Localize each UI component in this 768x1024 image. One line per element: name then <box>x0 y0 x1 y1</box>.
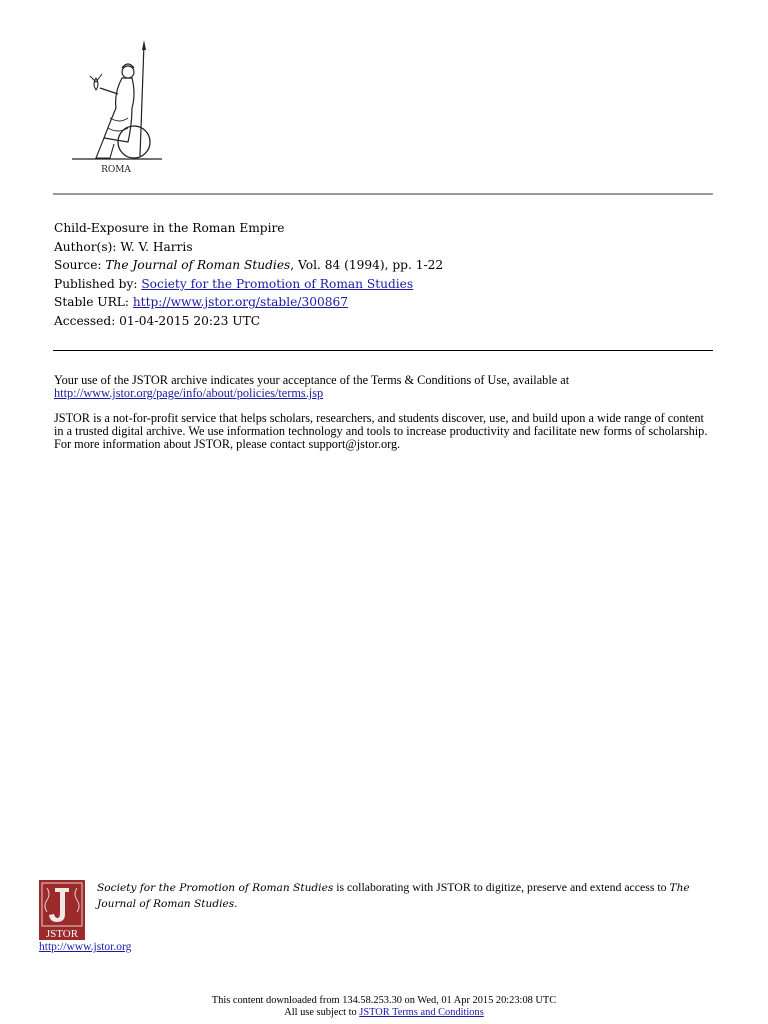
article-metadata <box>54 219 443 331</box>
source-line <box>54 256 443 275</box>
terms-text: Your use of the JSTOR archive indicates your acceptance of the Terms & Conditions of Use, available at <box>54 373 570 387</box>
collaboration-statement <box>97 880 707 912</box>
download-info: This content downloaded from 134.58.253.30 on Wed, 01 Apr 2015 20:23:08 UTC <box>211 995 557 1006</box>
society-name: Society for the Promotion of Roman Studies <box>97 882 334 894</box>
stable-url-label: Stable URL: <box>54 295 129 310</box>
source-journal: The Journal of Roman Studies <box>105 258 291 273</box>
journal-name-part-1: The <box>669 882 690 894</box>
jstor-info-paragraph <box>54 412 724 452</box>
jstor-info-line-1: JSTOR is a not-for-profit service that helps scholars, researchers, and students discover, use, and build upon a wide range of content <box>54 410 704 425</box>
jstor-info-line-2: in a trusted digital archive. We use information technology and tools to increase productivity and facilitate new forms of scholarship. <box>54 423 708 438</box>
jstor-logo <box>39 880 85 940</box>
stable-url-link[interactable]: http://www.jstor.org/stable/300867 <box>132 295 348 310</box>
jstor-info-line-3: For more information about JSTOR, please contact support@jstor.org. <box>54 437 401 452</box>
terms-footer-link[interactable]: JSTOR Terms and Conditions <box>359 1006 484 1018</box>
author-line <box>54 238 443 257</box>
article-title: Child-Exposure in the Roman Empire <box>54 221 285 235</box>
roma-seal-logo <box>70 38 162 176</box>
publisher-label: Published by: <box>54 276 138 291</box>
middle-divider <box>53 350 713 351</box>
author-name: W. V. Harris <box>120 239 193 254</box>
collaboration-text: is collaborating with JSTOR to digitize, preserve and extend access to <box>333 880 670 894</box>
terms-paragraph <box>54 374 724 401</box>
source-details: , Vol. 84 (1994), pp. 1-22 <box>290 258 444 273</box>
top-divider <box>53 193 713 195</box>
accessed-label: Accessed: <box>54 313 116 328</box>
terms-footer-prefix: All use subject to <box>284 1006 360 1018</box>
terms-link[interactable]: http://www.jstor.org/page/info/about/policies/terms.jsp <box>54 386 324 401</box>
author-label: Author(s): <box>54 239 117 254</box>
terms-footer-line <box>0 1007 768 1019</box>
terms-notice <box>54 374 724 462</box>
accessed-line <box>54 312 443 331</box>
journal-name-part-2: Journal of Roman Studies <box>97 898 235 910</box>
jstor-logo-text: JSTOR <box>45 928 79 940</box>
publisher-line <box>54 275 443 294</box>
roma-caption: ROMA <box>101 165 131 175</box>
stable-url-line <box>54 293 443 312</box>
jstor-home-link[interactable]: http://www.jstor.org <box>39 941 132 953</box>
collaboration-end: . <box>234 896 238 910</box>
accessed-date: 01-04-2015 20:23 UTC <box>119 313 261 328</box>
source-label: Source: <box>54 258 102 273</box>
publisher-link[interactable]: Society for the Promotion of Roman Studies <box>141 276 414 291</box>
download-footer <box>0 995 768 1019</box>
